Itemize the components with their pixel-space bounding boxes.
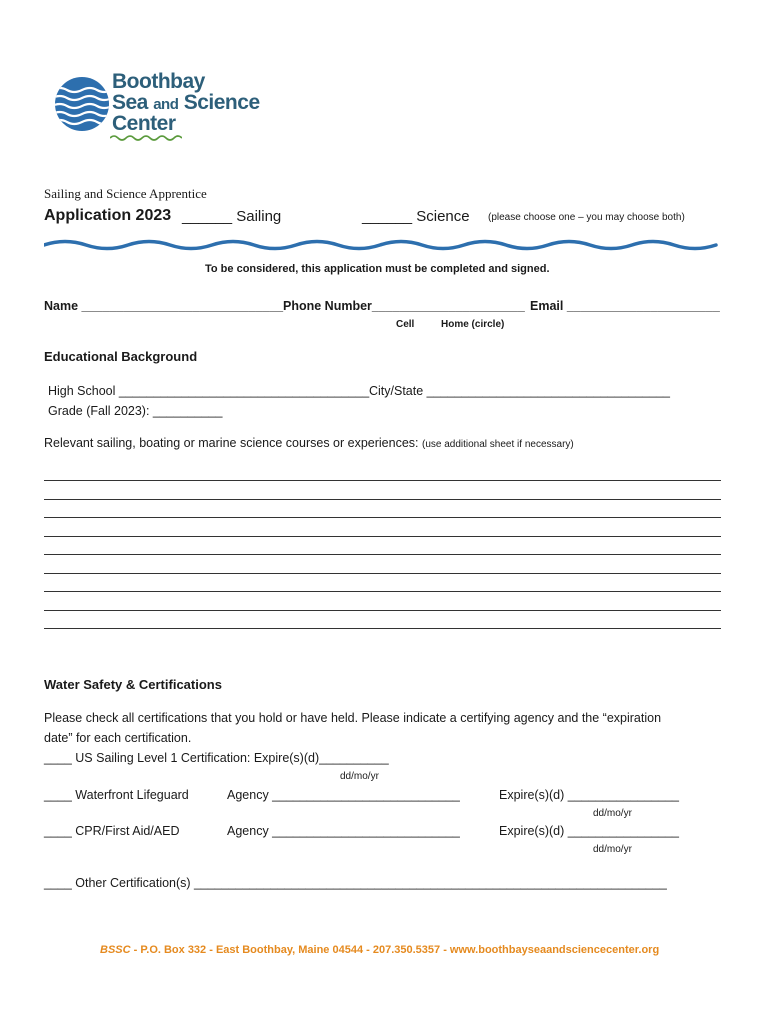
certifications-intro-line-1: Please check all certifications that you hold or have held. Please indicate a certifying agency and the “expiration bbox=[44, 711, 662, 725]
cpr-expire-field[interactable]: Expire(s)(d) ________________ bbox=[499, 824, 679, 838]
certifications-heading: Water Safety & Certifications bbox=[44, 677, 222, 692]
phone-home-option[interactable]: Home (circle) bbox=[441, 319, 505, 330]
city-state-field[interactable]: City/State ___________________________________ bbox=[369, 384, 670, 398]
other-certification-field[interactable]: ____ Other Certification(s) ____________________________________________________________________ bbox=[44, 876, 667, 890]
experience-line[interactable] bbox=[44, 480, 721, 481]
experience-line[interactable] bbox=[44, 628, 721, 629]
us-sailing-date-format: dd/mo/yr bbox=[340, 771, 379, 782]
science-choice[interactable]: ______ Science bbox=[362, 208, 470, 225]
phone-field[interactable]: Phone Number______________________ bbox=[283, 299, 525, 313]
experience-line[interactable] bbox=[44, 554, 721, 555]
application-title: Application 2023 bbox=[44, 207, 172, 224]
us-sailing-field[interactable]: ____ US Sailing Level 1 Certification: Expire(s)(d)__________ bbox=[44, 751, 389, 765]
experience-line[interactable] bbox=[44, 610, 721, 611]
grade-field[interactable]: Grade (Fall 2023): __________ bbox=[48, 404, 223, 418]
experience-line[interactable] bbox=[44, 499, 721, 500]
experience-line[interactable] bbox=[44, 573, 721, 574]
footer-address: BSSC - P.O. Box 332 - East Boothbay, Maine 04544 - 207.350.5357 - www.boothbayseaandsciencecenter.org bbox=[100, 944, 660, 956]
waterfront-agency-field[interactable]: Agency ___________________________ bbox=[227, 788, 460, 802]
logo-line-1: Boothbay bbox=[112, 70, 205, 93]
email-field[interactable]: Email ______________________ bbox=[530, 299, 720, 313]
high-school-field[interactable]: High School ____________________________________ bbox=[48, 384, 370, 398]
waterfront-date-format: dd/mo/yr bbox=[593, 808, 632, 819]
waterfront-lifeguard-field[interactable]: ____ Waterfront Lifeguard bbox=[44, 788, 189, 802]
phone-cell-option[interactable]: Cell bbox=[396, 319, 415, 330]
experience-line[interactable] bbox=[44, 517, 721, 518]
name-field[interactable]: Name _____________________________ bbox=[44, 299, 284, 313]
wave-divider bbox=[44, 238, 721, 252]
choose-note: (please choose one – you may choose both) bbox=[488, 212, 685, 223]
cpr-agency-field[interactable]: Agency ___________________________ bbox=[227, 824, 460, 838]
relevant-courses-label: Relevant sailing, boating or marine science courses or experiences: (use additional sheet if necessary) bbox=[44, 436, 574, 450]
experience-line[interactable] bbox=[44, 536, 721, 537]
experience-line[interactable] bbox=[44, 591, 721, 592]
logo-wave-icon bbox=[110, 133, 182, 143]
completion-notice: To be considered, this application must be completed and signed. bbox=[205, 263, 550, 275]
cpr-date-format: dd/mo/yr bbox=[593, 844, 632, 855]
logo-line-2: Sea and Science bbox=[112, 91, 260, 114]
cpr-first-aid-field[interactable]: ____ CPR/First Aid/AED bbox=[44, 824, 180, 838]
education-heading: Educational Background bbox=[44, 349, 198, 364]
logo-line-3: Center bbox=[112, 112, 176, 135]
certifications-intro-line-2: date” for each certification. bbox=[44, 731, 192, 745]
organization-logo bbox=[52, 70, 260, 140]
program-name: Sailing and Science Apprentice bbox=[44, 186, 207, 201]
sailing-choice[interactable]: ______ Sailing bbox=[182, 208, 282, 225]
waterfront-expire-field[interactable]: Expire(s)(d) ________________ bbox=[499, 788, 679, 802]
wave-globe-icon bbox=[52, 74, 112, 134]
